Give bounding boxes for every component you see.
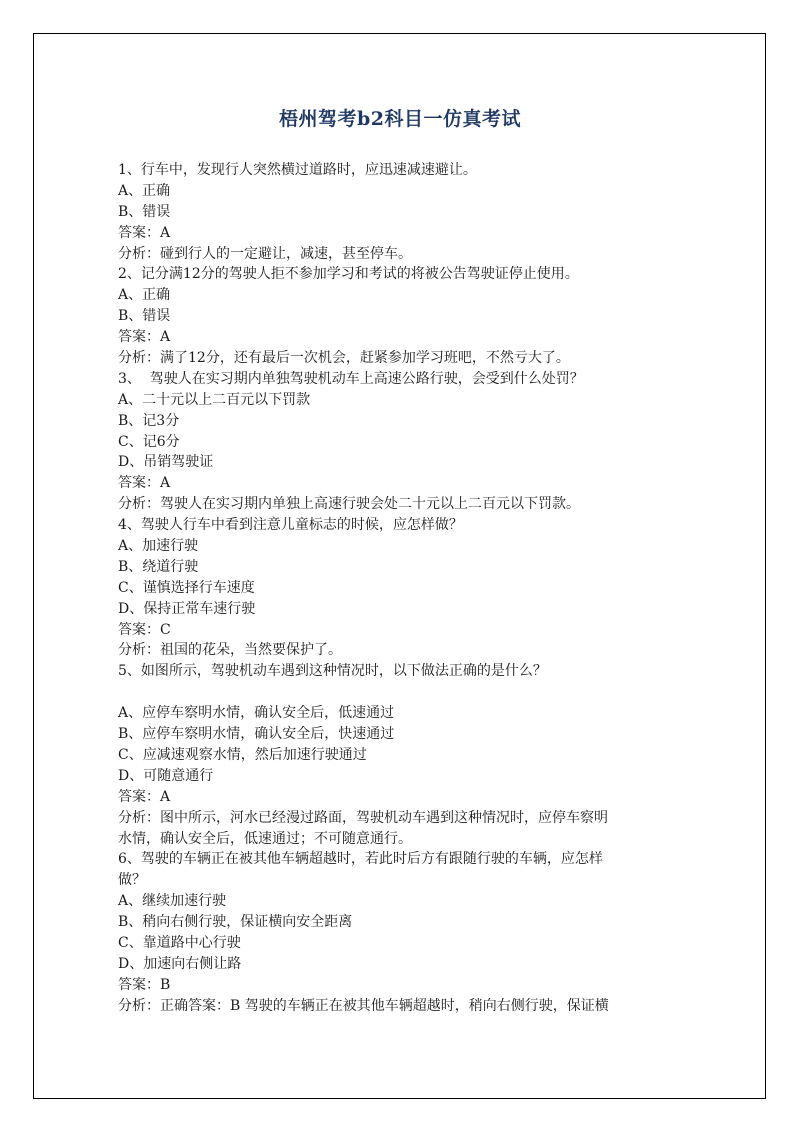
analysis-continued: 水情，确认安全后，低速通过；不可随意通行。 bbox=[118, 830, 412, 847]
answer: 答案：A bbox=[118, 788, 171, 805]
option-c: C、应减速观察水情，然后加速行驶通过 bbox=[118, 746, 367, 763]
analysis: 分析：驾驶人在实习期内单独上高速行驶会处二十元以上二百元以下罚款。 bbox=[118, 496, 580, 513]
option-b: B、绕道行驶 bbox=[118, 558, 199, 575]
option-a: A、应停车察明水情，确认安全后，低速通过 bbox=[118, 705, 395, 722]
option-b: B、记3分 bbox=[118, 412, 180, 429]
option-c: C、谨慎选择行车速度 bbox=[118, 579, 255, 596]
question-stem: 4、驾驶人行车中看到注意儿童标志的时候，应怎样做？ bbox=[118, 517, 463, 534]
question-stem: 6、驾驶的车辆正在被其他车辆超越时，若此时后方有跟随行驶的车辆，应怎样 bbox=[118, 851, 603, 868]
answer: 答案：A bbox=[118, 224, 171, 241]
analysis: 分析：碰到行人的一定避让，减速，甚至停车。 bbox=[118, 245, 412, 262]
option-b: B、错误 bbox=[118, 308, 171, 325]
analysis: 分析：祖国的花朵，当然要保护了。 bbox=[118, 642, 342, 659]
option-a: A、继续加速行驶 bbox=[118, 893, 227, 910]
question-stem: 3、 驾驶人在实习期内单独驾驶机动车上高速公路行驶，会受到什么处罚？ bbox=[118, 370, 584, 387]
image-placeholder-gap bbox=[118, 682, 688, 703]
question-stem: 2、记分满12分的驾驶人拒不参加学习和考试的将被公告驾驶证停止使用。 bbox=[118, 266, 579, 283]
page-title: 梧州驾考b2科目一仿真考试 bbox=[278, 108, 521, 130]
option-d: D、加速向右侧让路 bbox=[118, 955, 242, 972]
analysis: 分析：图中所示，河水已经漫过路面，驾驶机动车遇到这种情况时，应停车察明 bbox=[118, 809, 608, 826]
answer: 答案：B bbox=[118, 976, 171, 993]
option-c: C、靠道路中心行驶 bbox=[118, 934, 241, 951]
question-stem: 1、行车中，发现行人突然横过道路时，应迅速减速避让。 bbox=[118, 162, 477, 178]
answer: 答案：C bbox=[118, 621, 171, 638]
option-c: C、记6分 bbox=[118, 433, 180, 450]
question-stem-continued: 做？ bbox=[118, 872, 146, 889]
option-a: A、二十元以上二百元以下罚款 bbox=[118, 391, 311, 408]
answer: 答案：A bbox=[118, 329, 171, 346]
option-a: A、正确 bbox=[118, 182, 171, 199]
option-b: B、错误 bbox=[118, 203, 171, 220]
analysis: 分析：满了12分，还有最后一次机会，赶紧参加学习班吧，不然亏大了。 bbox=[118, 350, 570, 367]
option-b: B、应停车察明水情，确认安全后，快速通过 bbox=[118, 726, 395, 743]
option-a: A、加速行驶 bbox=[118, 538, 199, 555]
question-3 bbox=[118, 369, 688, 515]
option-d: D、可随意通行 bbox=[118, 767, 214, 784]
answer: 答案：A bbox=[118, 475, 171, 492]
question-2 bbox=[118, 264, 688, 368]
option-d: D、保持正常车速行驶 bbox=[118, 600, 256, 617]
question-6 bbox=[118, 849, 688, 1016]
question-5 bbox=[118, 661, 688, 849]
option-d: D、吊销驾驶证 bbox=[118, 454, 214, 471]
question-stem: 5、如图所示，驾驶机动车遇到这种情况时，以下做法正确的是什么？ bbox=[118, 663, 547, 680]
option-a: A、正确 bbox=[118, 287, 171, 304]
analysis: 分析：正确答案：B 驾驶的车辆正在被其他车辆超越时，稍向右侧行驶，保证横 bbox=[118, 997, 609, 1014]
question-4 bbox=[118, 515, 688, 661]
option-b: B、稍向右侧行驶，保证横向安全距离 bbox=[118, 914, 353, 931]
question-1 bbox=[118, 160, 688, 264]
question-list bbox=[118, 160, 688, 1017]
